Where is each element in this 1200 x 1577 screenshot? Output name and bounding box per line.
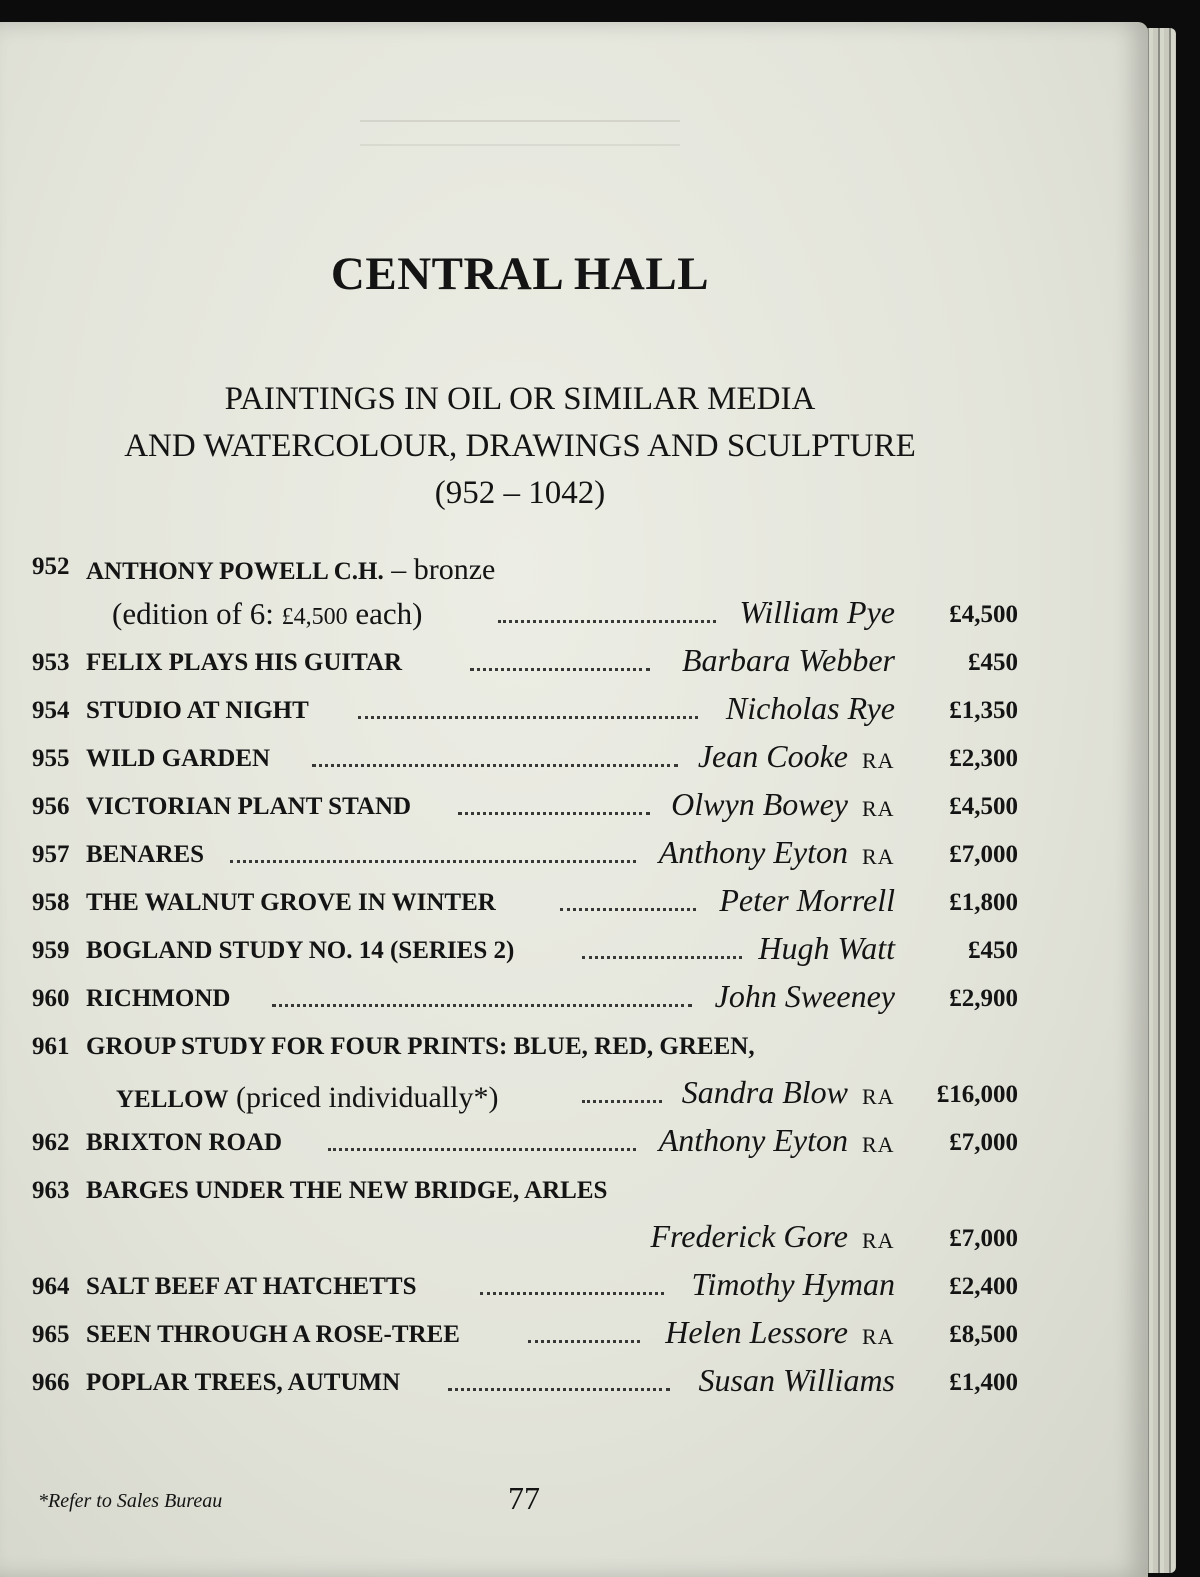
artist-name: Sandra Blow xyxy=(681,1074,848,1110)
entry-title: BOGLAND STUDY NO. 14 (SERIES 2) xyxy=(86,937,515,964)
lot-number: 953 xyxy=(32,649,70,676)
entry-963 xyxy=(0,1166,1148,1214)
entry-964 xyxy=(0,1262,1148,1310)
artist-name: Barbara Webber xyxy=(681,642,895,678)
lot-number: 956 xyxy=(32,793,70,820)
page-number: 77 xyxy=(508,1480,540,1516)
lot-number: 963 xyxy=(32,1177,70,1204)
leader-dots xyxy=(582,944,742,959)
entry-955 xyxy=(0,734,1148,782)
entry-954 xyxy=(0,686,1148,734)
artist-name: Anthony Eyton xyxy=(658,834,848,870)
medium-note: – bronze xyxy=(383,553,496,586)
price: £7,000 xyxy=(949,1225,1018,1252)
leader-dots xyxy=(470,656,650,671)
leader-dots xyxy=(448,1376,670,1391)
price: £4,500 xyxy=(949,601,1018,628)
leader-dots xyxy=(458,800,650,815)
lot-number: 960 xyxy=(32,985,70,1012)
price: £16,000 xyxy=(936,1081,1018,1108)
entry-962 xyxy=(0,1118,1148,1166)
page-title: CENTRAL HALL xyxy=(330,248,710,300)
entry-952 xyxy=(0,542,1148,590)
ra-designation: RA xyxy=(862,748,895,773)
ra-designation: RA xyxy=(862,1084,895,1109)
leader-dots xyxy=(358,704,698,719)
section-subtitle-line-2: AND WATERCOLOUR, DRAWINGS AND SCULPTURE xyxy=(124,428,916,464)
bleed-through-heading xyxy=(360,120,680,146)
leader-dots xyxy=(560,896,696,911)
entry-title: STUDIO AT NIGHT xyxy=(86,697,309,724)
price: £450 xyxy=(968,649,1018,676)
entry-title: GROUP STUDY FOR FOUR PRINTS: BLUE, RED, GREEN, xyxy=(86,1033,755,1060)
lot-number: 964 xyxy=(32,1273,70,1300)
entry-title: RICHMOND xyxy=(86,985,231,1012)
lot-number: 965 xyxy=(32,1321,70,1348)
entry-title: SALT BEEF AT HATCHETTS xyxy=(86,1273,417,1300)
entry-956 xyxy=(0,782,1148,830)
price: £4,500 xyxy=(949,793,1018,820)
lot-number: 962 xyxy=(32,1129,70,1156)
entry-963-continued xyxy=(0,1214,1148,1262)
entry-title: BRIXTON ROAD xyxy=(86,1129,283,1156)
leader-dots xyxy=(272,992,692,1007)
lot-number: 966 xyxy=(32,1369,70,1396)
ra-designation: RA xyxy=(862,796,895,821)
entry-title: SEEN THROUGH A ROSE-TREE xyxy=(86,1321,460,1348)
price: £1,350 xyxy=(949,697,1018,724)
entry-title: BENARES xyxy=(86,841,205,868)
section-subtitle-line-1: PAINTINGS IN OIL OR SIMILAR MEDIA xyxy=(224,381,816,417)
lot-number: 952 xyxy=(32,553,70,580)
lot-number: 957 xyxy=(32,841,70,868)
artist-name: Nicholas Rye xyxy=(725,690,895,726)
lot-number: 958 xyxy=(32,889,70,916)
artist-name: John Sweeney xyxy=(714,978,895,1014)
lot-number: 961 xyxy=(32,1033,70,1060)
artist-name: Timothy Hyman xyxy=(691,1266,895,1302)
price: £1,400 xyxy=(949,1369,1018,1396)
entry-953 xyxy=(0,638,1148,686)
ra-designation: RA xyxy=(862,1228,895,1253)
artist-name: Olwyn Bowey xyxy=(671,786,848,822)
entry-title: FELIX PLAYS HIS GUITAR xyxy=(86,649,403,676)
ra-designation: RA xyxy=(862,1324,895,1349)
lot-number: 959 xyxy=(32,937,70,964)
entry-959 xyxy=(0,926,1148,974)
price: £2,900 xyxy=(949,985,1018,1012)
entry-958 xyxy=(0,878,1148,926)
artist-name: Susan Williams xyxy=(698,1362,895,1398)
artist-name: Anthony Eyton xyxy=(658,1122,848,1158)
entry-961-continued xyxy=(0,1070,1148,1118)
entry-title: BARGES UNDER THE NEW BRIDGE, ARLES xyxy=(86,1177,608,1204)
entry-title: YELLOW (priced individually*) xyxy=(116,1081,499,1114)
entry-960 xyxy=(0,974,1148,1022)
leader-dots xyxy=(312,752,678,767)
entry-965 xyxy=(0,1310,1148,1358)
leader-dots xyxy=(328,1136,636,1151)
lot-number: 955 xyxy=(32,745,70,772)
leader-dots xyxy=(528,1328,640,1343)
entry-title: ANTHONY POWELL C.H. – bronze xyxy=(86,553,496,586)
entry-961 xyxy=(0,1022,1148,1070)
price-note: (priced individually*) xyxy=(228,1081,499,1114)
leader-dots xyxy=(498,608,716,623)
lot-number: 954 xyxy=(32,697,70,724)
ra-designation: RA xyxy=(862,844,895,869)
leader-dots xyxy=(480,1280,664,1295)
entry-957 xyxy=(0,830,1148,878)
entry-title: WILD GARDEN xyxy=(86,745,271,772)
catalogue-page xyxy=(0,22,1148,1577)
artist-name: Frederick Gore xyxy=(650,1218,848,1254)
entry-title: VICTORIAN PLANT STAND xyxy=(86,793,412,820)
ra-designation: RA xyxy=(862,1132,895,1157)
price: £7,000 xyxy=(949,841,1018,868)
artist-name: William Pye xyxy=(739,594,895,630)
price: £2,400 xyxy=(949,1273,1018,1300)
price: £1,800 xyxy=(949,889,1018,916)
entry-title: THE WALNUT GROVE IN WINTER xyxy=(86,889,496,916)
price: £8,500 xyxy=(949,1321,1018,1348)
artist-name: Hugh Watt xyxy=(758,930,895,966)
lot-range: (952 – 1042) xyxy=(434,475,606,511)
footnote: *Refer to Sales Bureau xyxy=(38,1490,223,1512)
artist-name: Jean Cooke xyxy=(697,738,848,774)
price: £450 xyxy=(968,937,1018,964)
artist-name: Peter Morrell xyxy=(719,882,895,918)
edition-note: (edition of 6: £4,500 each) xyxy=(112,596,423,631)
artist-name: Helen Lessore xyxy=(665,1314,848,1350)
price: £7,000 xyxy=(949,1129,1018,1156)
entry-title: POPLAR TREES, AUTUMN xyxy=(86,1369,401,1396)
price: £2,300 xyxy=(949,745,1018,772)
leader-dots xyxy=(582,1088,662,1103)
entry-966 xyxy=(0,1358,1148,1406)
entry-952-continued xyxy=(0,590,1148,638)
leader-dots xyxy=(230,848,636,863)
